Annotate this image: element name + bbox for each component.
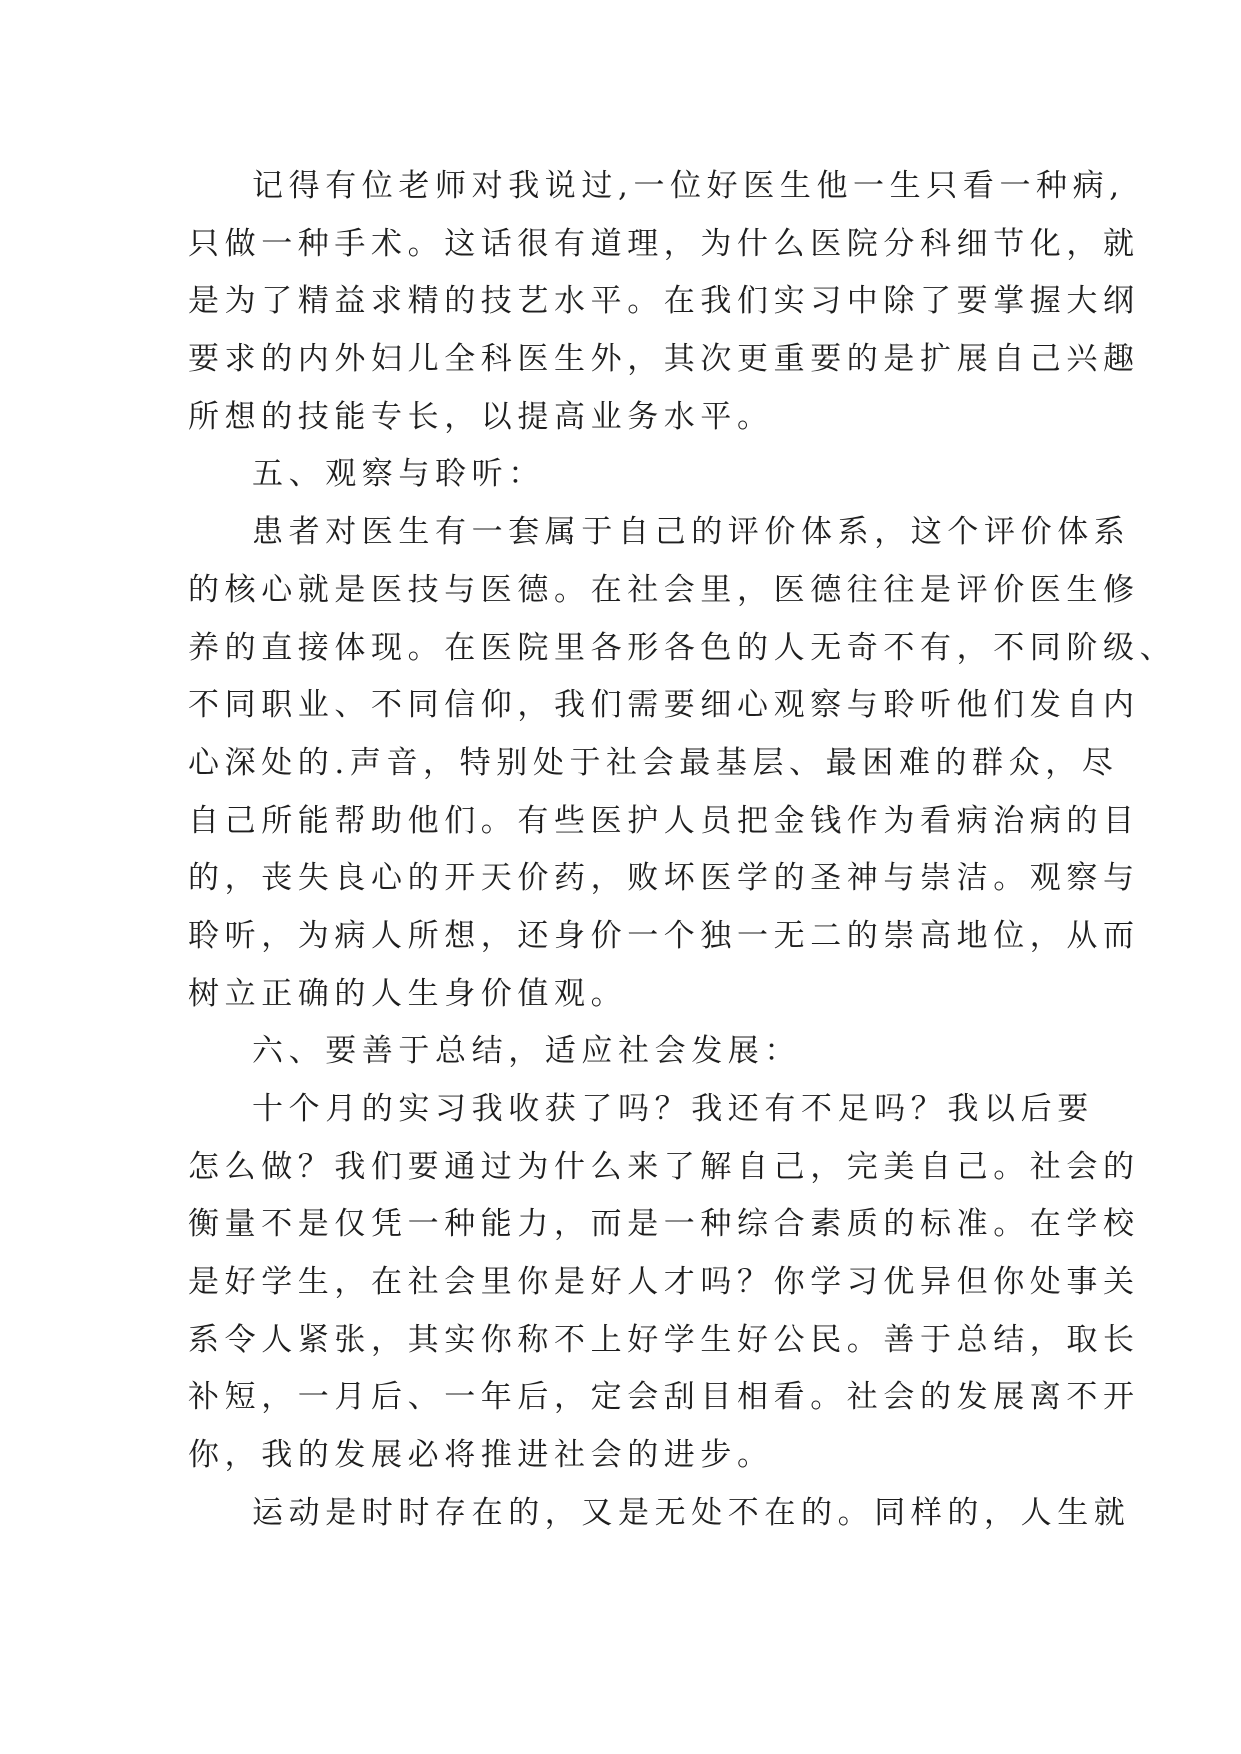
text-line: 是好学生，在社会里你是好人才吗？你学习优异但你处事关 (188, 1264, 1140, 1301)
text-line: 心深处的.声音，特别处于社会最基层、最困难的群众，尽 (188, 744, 1119, 781)
text-line: 是为了精益求精的技艺水平。在我们实习中除了要掌握大纲 (188, 283, 1140, 320)
text-line: 你，我的发展必将推进社会的进步。 (188, 1437, 774, 1474)
paragraph (188, 1081, 1140, 1485)
section-heading (188, 1023, 1058, 1081)
heading-text: 五、观察与聆听： (252, 456, 545, 493)
text-line: 的，丧失良心的开天价药，败坏医学的圣神与崇洁。观察与 (188, 860, 1140, 897)
text-line: 养的直接体现。在医院里各形各色的人无奇不有，不同阶级、 (188, 629, 1177, 666)
text-line: 记得有位老师对我说过,一位好医生他一生只看一种病, (252, 168, 1125, 204)
text-line: 补短，一月后、一年后，定会刮目相看。社会的发展离不开 (188, 1379, 1140, 1416)
paragraph (188, 1485, 1131, 1543)
text-line: 所想的技能专长，以提高业务水平。 (188, 398, 774, 435)
text-line: 患者对医生有一套属于自己的评价体系，这个评价体系 (252, 514, 1131, 551)
text-line: 系令人紧张，其实你称不上好学生好公民。善于总结，取长 (188, 1321, 1140, 1358)
heading-text: 六、要善于总结，适应社会发展： (252, 1033, 801, 1070)
text-line: 聆听，为病人所想，还身价一个独一无二的崇高地位，从而 (188, 917, 1140, 954)
section-heading (188, 446, 1058, 504)
text-line: 的核心就是医技与医德。在社会里，医德往往是评价医生修 (188, 571, 1140, 608)
paragraph (188, 158, 1140, 446)
text-line: 树立正确的人生身价值观。 (188, 975, 628, 1012)
text-line: 怎么做？我们要通过为什么来了解自己，完美自己。社会的 (188, 1148, 1140, 1185)
text-line: 运动是时时存在的，又是无处不在的。同样的，人生就 (252, 1494, 1131, 1531)
paragraph (188, 504, 1177, 1023)
text-line: 要求的内外妇儿全科医生外，其次更重要的是扩展自己兴趣 (188, 341, 1140, 378)
document-body (188, 158, 1177, 1543)
text-line: 不同职业、不同信仰，我们需要细心观察与聆听他们发自内 (188, 687, 1140, 724)
text-line: 只做一种手术。这话很有道理，为什么医院分科细节化，就 (188, 225, 1140, 262)
text-line: 十个月的实习我收获了吗？我还有不足吗？我以后要 (252, 1091, 1094, 1127)
text-line: 自己所能帮助他们。有些医护人员把金钱作为看病治病的目 (188, 802, 1140, 839)
text-line: 衡量不是仅凭一种能力，而是一种综合素质的标准。在学校 (188, 1206, 1140, 1243)
